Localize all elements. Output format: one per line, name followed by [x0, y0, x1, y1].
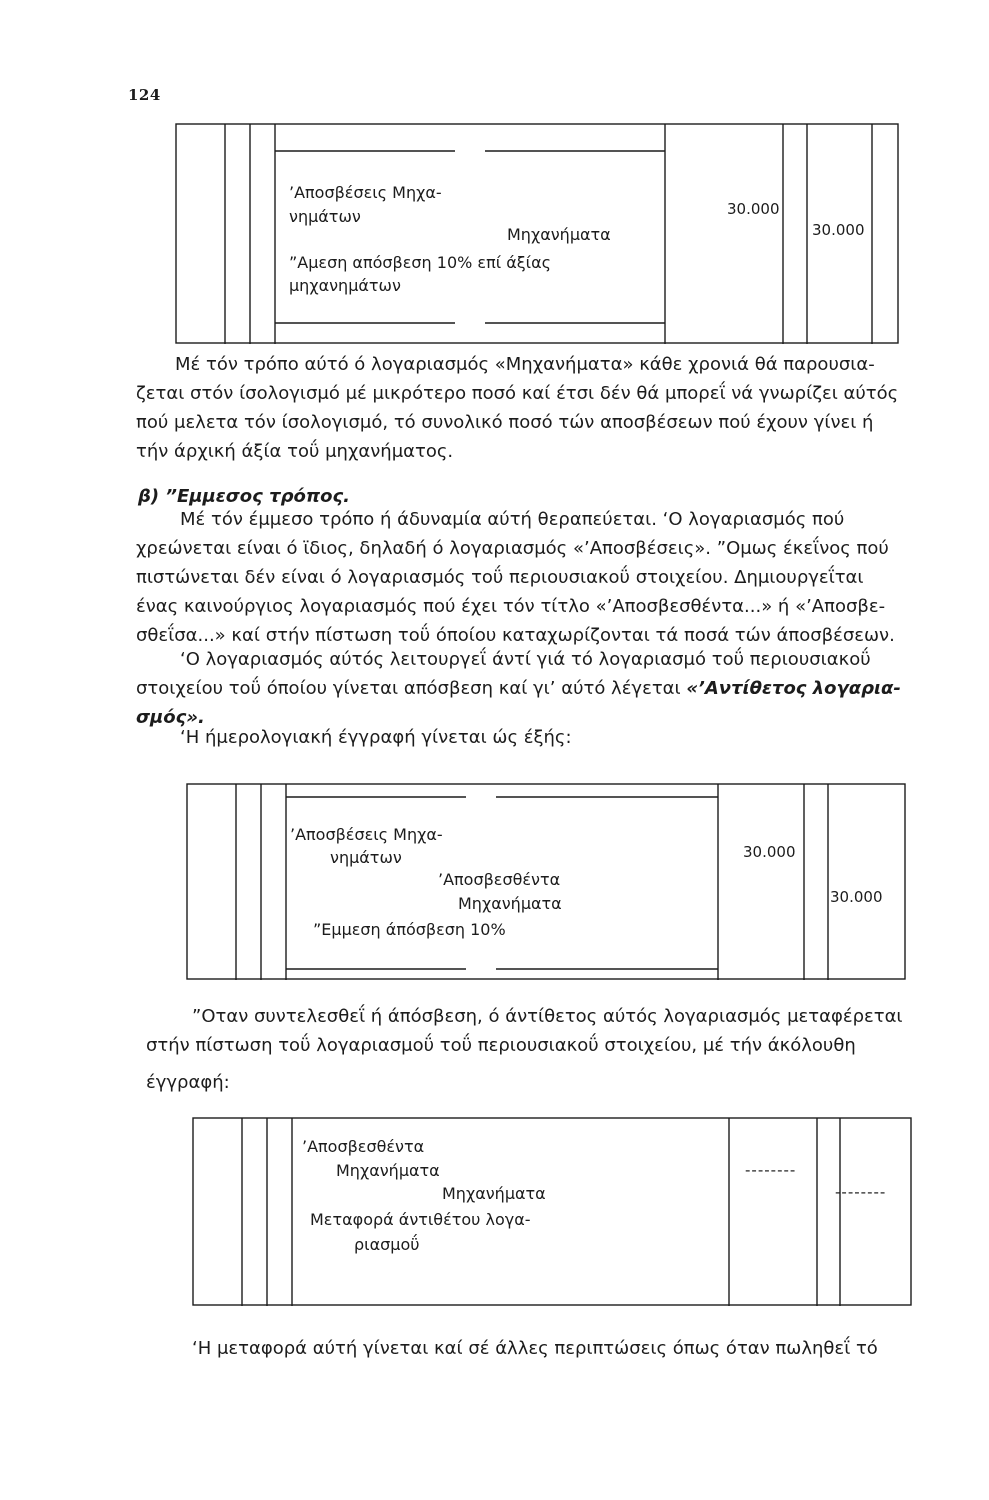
- entry2-debit-account-cont: νημάτων: [330, 848, 402, 867]
- entry3-explanation-cont: ριασμοΰ: [354, 1235, 420, 1254]
- paragraph-4: ‘Η ήμερολογιακή έγγραφή γίνεται ώς έξής:: [180, 727, 572, 748]
- contra-account-term: «’Αντίθετος λογαρια-: [686, 678, 901, 699]
- paragraph-1-line-4: τήν άρχική άξία τοΰ μηχανήματος.: [136, 441, 454, 462]
- paragraph-5-line-2: στήν πίστωση τοΰ λογαριασμοΰ τοΰ περιουσιακοΰ στοιχείου, μέ τήν άκόλουθη: [146, 1035, 856, 1056]
- section-heading-b: β) ”Εμμεσος τρόπος.: [138, 486, 350, 507]
- paragraph-5-line-3: έγγραφή:: [146, 1072, 230, 1093]
- paragraph-6: ‘Η μεταφορά αύτή γίνεται καί σέ άλλες περιπτώσεις όπως όταν πωληθεΐ τό: [192, 1338, 878, 1359]
- entry3-debit-account: ’Αποσβεσθέντα: [302, 1137, 425, 1156]
- journal-entry-1: [175, 123, 900, 345]
- journal-entry-3-grid: [192, 1117, 914, 1309]
- entry1-explanation-cont: μηχανημάτων: [289, 276, 401, 295]
- entry3-debit-amount: --------: [745, 1161, 797, 1179]
- contra-account-term-end: σμός».: [136, 707, 205, 728]
- entry2-credit-account: ’Αποσβεσθέντα: [438, 870, 561, 889]
- journal-entry-3: [192, 1117, 914, 1309]
- entry3-debit-account-cont: Μηχανήματα: [336, 1161, 440, 1180]
- entry2-credit-amount: 30.000: [830, 888, 883, 906]
- entry3-credit-amount: --------: [835, 1183, 887, 1201]
- paragraph-3-line-2: [136, 674, 901, 703]
- paragraph-2-line-1: Μέ τόν έμμεσο τρόπο ή άδυναμία αύτή θεραπεύεται. ‘Ο λογαριασμός πού: [180, 509, 845, 530]
- entry1-credit-amount: 30.000: [812, 221, 865, 239]
- entry1-explanation: ”Αμεση απόσβεση 10% επί άξίας: [289, 253, 552, 272]
- journal-entry-2: [186, 783, 908, 983]
- paragraph-3-line-2-text: στοιχείου τοΰ όποίου γίνεται απόσβεση καί γι’ αύτό λέγεται: [136, 678, 681, 699]
- paragraph-1-line-1: Μέ τόν τρόπο αύτό ό λογαριασμός «Μηχανήματα» κάθε χρονιά θά παρουσια-: [175, 354, 875, 375]
- entry1-debit-amount: 30.000: [727, 200, 780, 218]
- paragraph-1-line-3: πού μελετα τόν ίσολογισμό, τό συνολικό ποσό τών αποσβέσεων πού έχουν γίνει ή: [136, 412, 874, 433]
- entry2-debit-amount: 30.000: [743, 843, 796, 861]
- paragraph-1-line-2: ζεται στόν ίσολογισμό μέ μικρότερο ποσό καί έτσι δέν θά μπορεΐ νά γνωρίζει αύτός: [136, 383, 899, 404]
- paragraph-2-line-5: σθεΐσα...» καί στήν πίστωση τοΰ όποίου καταχωρίζονται τά ποσά τών άποσβέσεων.: [136, 625, 895, 646]
- page-number: 124: [128, 86, 161, 104]
- entry3-explanation: Μεταφορά άντιθέτου λογα-: [310, 1210, 531, 1229]
- paragraph-2-line-3: πιστώνεται δέν είναι ό λογαριασμός τοΰ περιουσιακοΰ στοιχείου. Δημιουργεΐται: [136, 567, 864, 588]
- entry1-credit-account: Μηχανήματα: [507, 225, 611, 244]
- paragraph-2-line-2: χρεώνεται είναι ό ϊδιος, δηλαδή ό λογαριασμός «’Αποσβέσεις». ”Ομως έκεΐνος πού: [136, 538, 889, 559]
- entry2-credit-account-cont: Μηχανήματα: [458, 894, 562, 913]
- paragraph-5-line-1: ”Οταν συντελεσθεΐ ή άπόσβεση, ό άντίθετος αύτός λογαριασμός μεταφέρεται: [192, 1006, 903, 1027]
- entry2-debit-account: ’Αποσβέσεις Μηχα-: [290, 825, 443, 844]
- entry3-credit-account: Μηχανήματα: [442, 1184, 546, 1203]
- entry2-explanation: ”Εμμεση άπόσβεση 10%: [313, 920, 506, 939]
- paragraph-2-line-4: ένας καινούργιος λογαριασμός πού έχει τόν τίτλο «’Αποσβεσθέντα...» ή «’Αποσβε-: [136, 596, 886, 617]
- entry1-debit-account: ’Αποσβέσεις Μηχα-: [289, 183, 442, 202]
- paragraph-3-line-1: ‘Ο λογαριασμός αύτός λειτουργεΐ άντί γιά τό λογαριασμό τοΰ περιουσιακοΰ: [180, 649, 871, 670]
- entry1-debit-account-cont: νημάτων: [289, 207, 361, 226]
